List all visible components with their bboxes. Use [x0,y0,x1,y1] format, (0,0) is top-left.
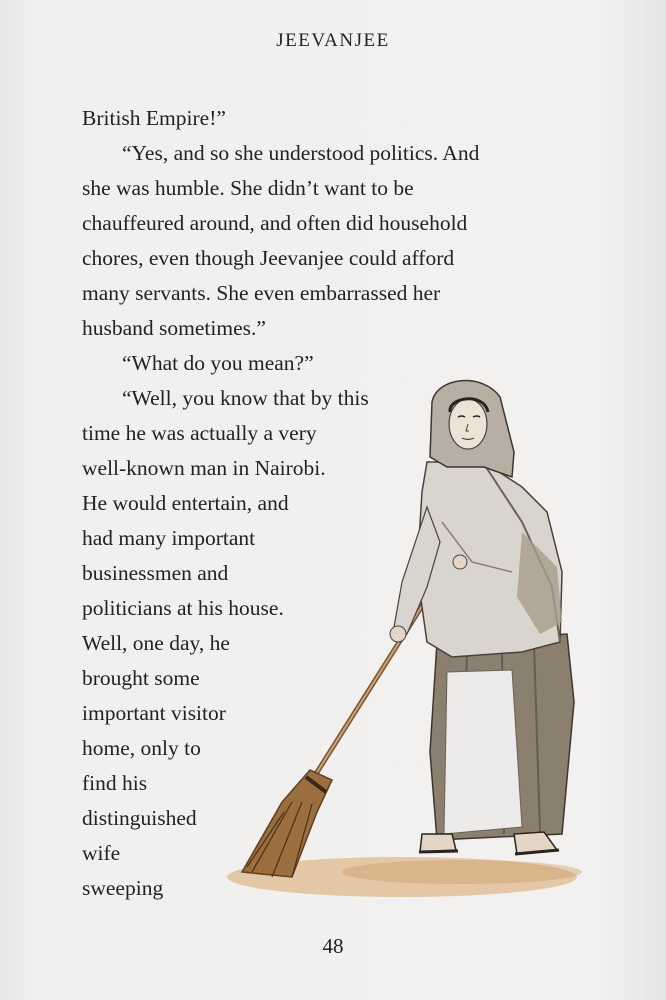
text-line: chores, even though Jeevanjee could afford [82,246,455,270]
text-line: “Well, you know that by this [122,386,369,410]
text-line: husband sometimes.” [82,316,266,340]
text-line: politicians at his house. [82,596,284,620]
woman-sweeping-illustration [222,372,602,902]
text-line: she was humble. She didn’t want to be [82,176,414,200]
text-line: home, only to [82,736,201,760]
text-line: sweeping [82,876,164,900]
text-line: well-known man in Nairobi. [82,456,326,480]
text-line: many servants. She even embarrassed her [82,281,441,305]
text-line: Well, one day, he [82,631,230,655]
page-number: 48 [322,934,344,958]
text-line: “What do you mean?” [122,351,314,375]
text-line: wife [82,841,121,865]
text-line: British Empire!” [82,106,226,130]
hand-upper [453,555,467,569]
text-line: “Yes, and so she understood politics. And [122,141,480,165]
text-line: distinguished [82,806,197,830]
text-line: find his [82,771,148,795]
text-line: businessmen and [82,561,229,585]
text-line: important visitor [82,701,226,725]
running-head: JEEVANJEE [276,30,390,51]
text-line: brought some [82,666,200,690]
text-line: time he was actually a very [82,421,317,445]
hand-lower [390,626,406,642]
text-line: chauffeured around, and often did household [82,211,468,235]
text-line: He would entertain, and [82,491,289,515]
text-line: had many important [82,526,256,550]
